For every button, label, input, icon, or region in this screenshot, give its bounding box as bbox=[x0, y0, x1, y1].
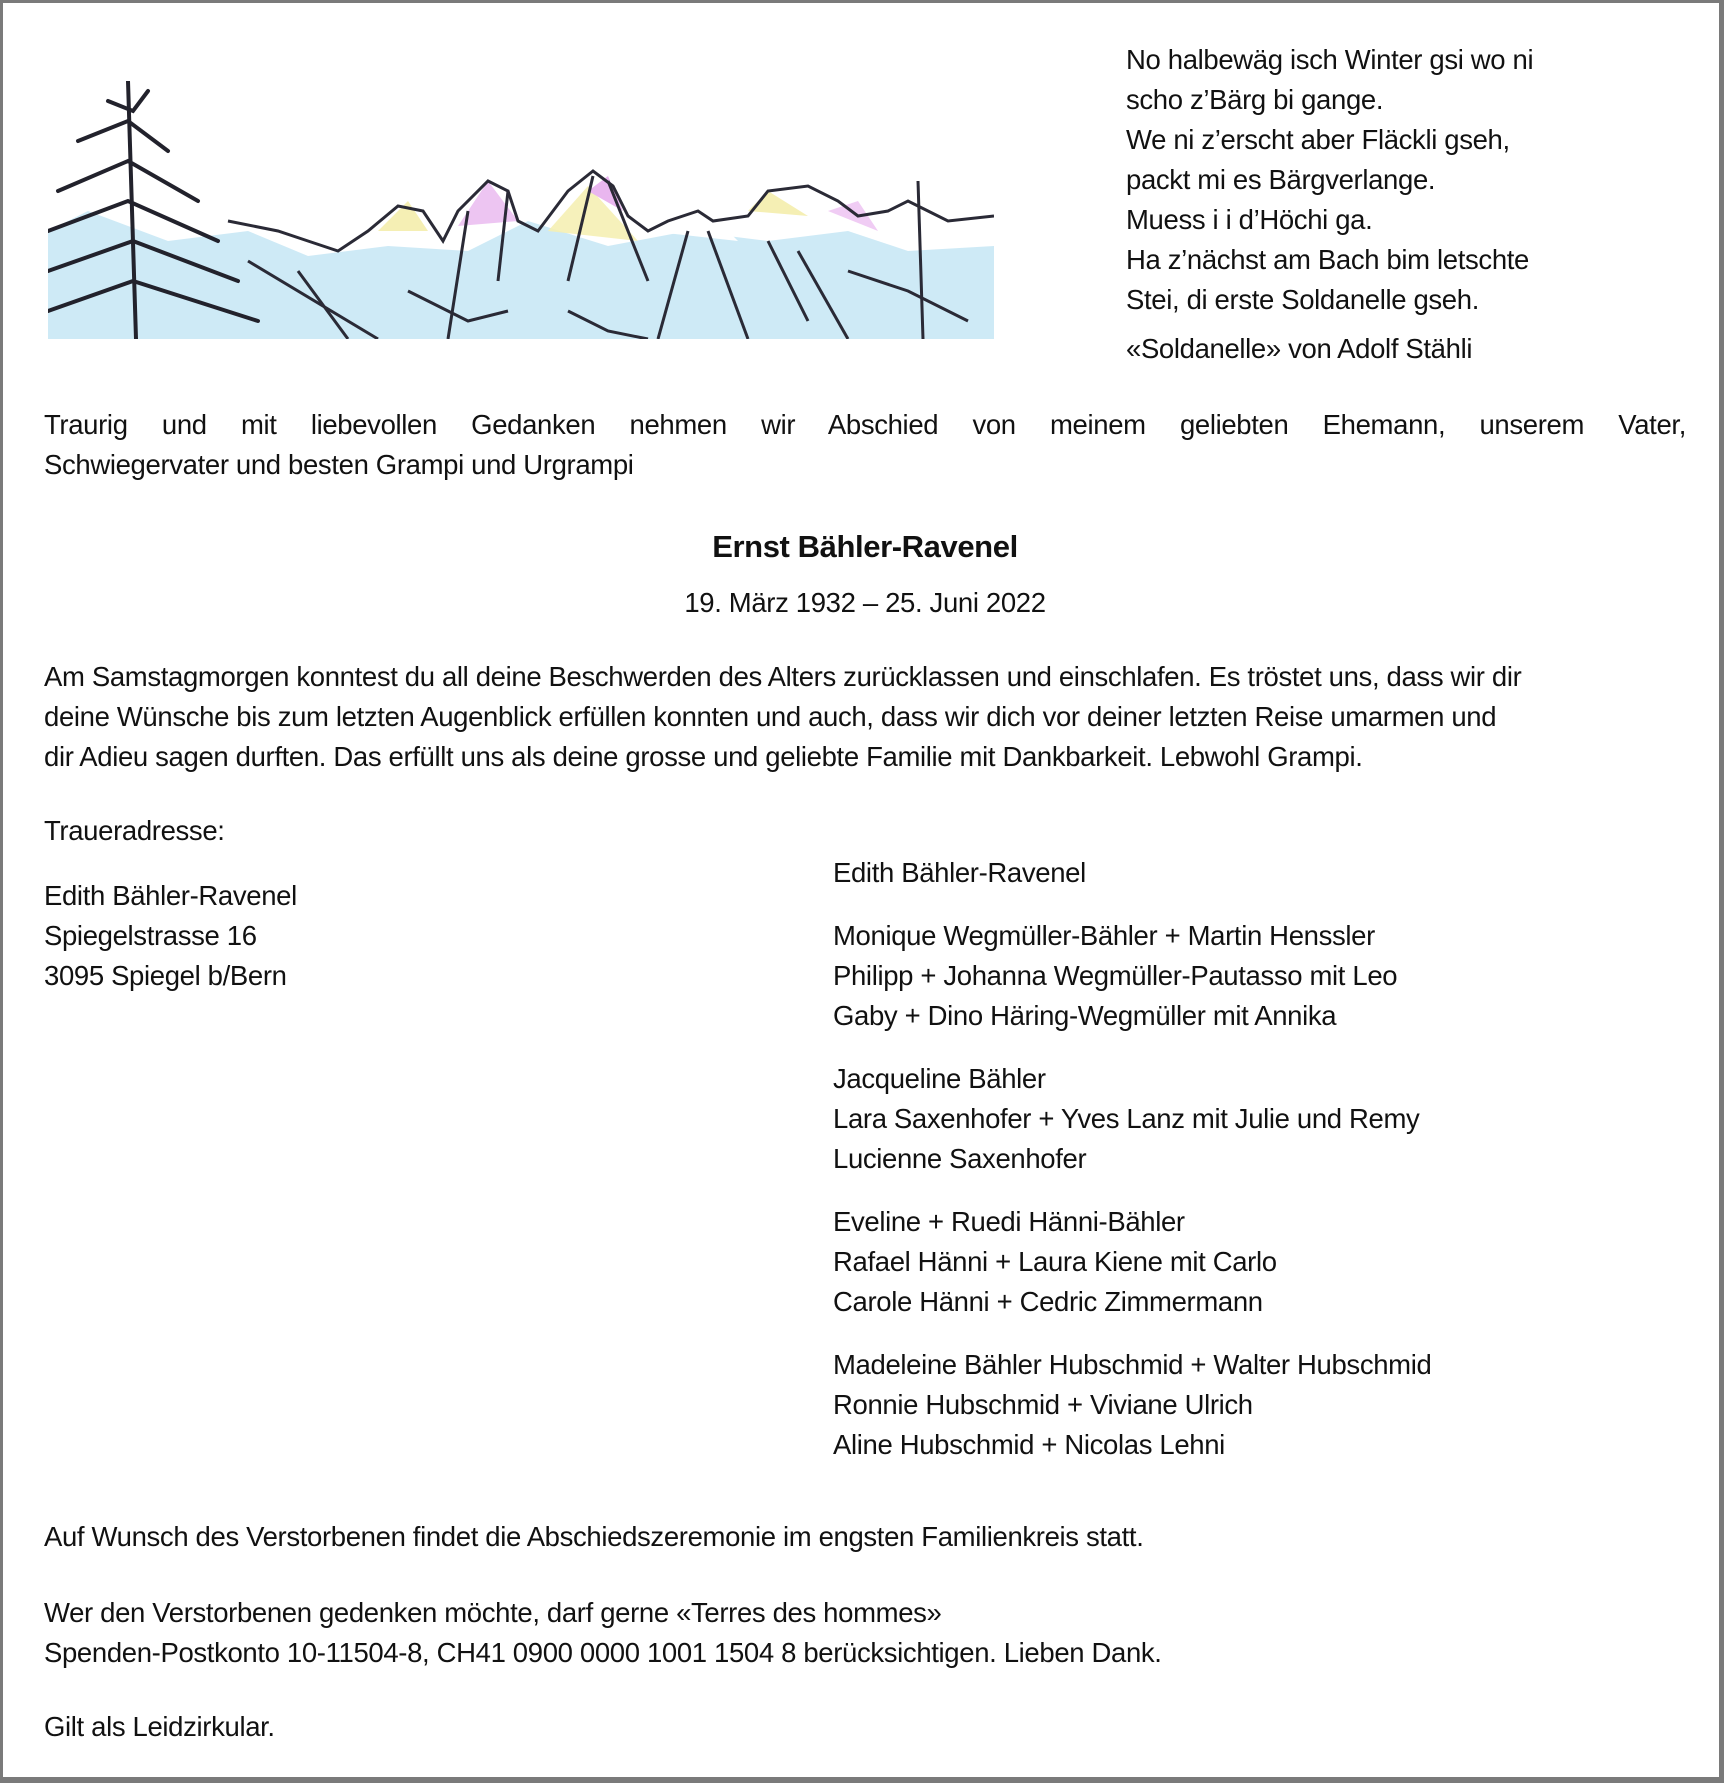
intro-line: Schwiegervater und besten Grampi und Urgrampi bbox=[44, 449, 634, 480]
donation-line: Wer den Verstorbenen gedenken möchte, darf gerne «Terres des hommes» bbox=[44, 1597, 942, 1628]
farewell-line: dir Adieu sagen durften. Das erfüllt uns als deine grosse und geliebte Familie mit Dankbarkeit. Lebwohl Grampi. bbox=[44, 741, 1363, 772]
poem-line: Ha z’nächst am Bach bim letschte bbox=[1126, 244, 1530, 275]
family-member: Madeleine Bähler Hubschmid + Walter Hubschmid bbox=[833, 1349, 1432, 1380]
family-member: Lucienne Saxenhofer bbox=[833, 1143, 1087, 1174]
donation-note bbox=[44, 1593, 1162, 1673]
poem-line: No halbewäg isch Winter gsi wo ni bbox=[1126, 44, 1534, 75]
poem-line: Stei, di erste Soldanelle gseh. bbox=[1126, 284, 1479, 315]
family-member: Gaby + Dino Häring-Wegmüller mit Annika bbox=[833, 1000, 1337, 1031]
address-line: Spiegelstrasse 16 bbox=[44, 920, 257, 951]
family-member: Rafael Hänni + Laura Kiene mit Carlo bbox=[833, 1246, 1277, 1277]
address-line: Edith Bähler-Ravenel bbox=[44, 880, 297, 911]
life-dates: 19. März 1932 – 25. Juni 2022 bbox=[684, 587, 1046, 618]
family-group bbox=[833, 1345, 1431, 1465]
mountain-landscape-icon bbox=[48, 81, 994, 339]
mourning-address-label: Traueradresse: bbox=[44, 815, 225, 846]
family-member: Monique Wegmüller-Bähler + Martin Henssler bbox=[833, 920, 1375, 951]
intro-line: Traurig und mit liebevollen Gedanken nehmen wir Abschied von meinem geliebten Ehemann, unserem Vater, bbox=[44, 409, 1686, 440]
farewell-line: Am Samstagmorgen konntest du all deine Beschwerden des Alters zurücklassen und einschlafen. Es tröstet uns, dass wir dir bbox=[44, 661, 1522, 692]
family-group bbox=[833, 1202, 1431, 1322]
family-group bbox=[833, 916, 1431, 1036]
family-member: Jacqueline Bähler bbox=[833, 1063, 1046, 1094]
circular-note: Gilt als Leidzirkular. bbox=[44, 1711, 275, 1742]
poem-line: We ni z’erscht aber Fläckli gseh, bbox=[1126, 124, 1510, 155]
mourning-address bbox=[44, 876, 297, 996]
farewell-line: deine Wünsche bis zum letzten Augenblick erfüllen konnten und auch, dass wir dich vor deiner letzten Reise umarmen und bbox=[44, 701, 1497, 732]
family-member: Eveline + Ruedi Hänni-Bähler bbox=[833, 1206, 1185, 1237]
family-member: Lara Saxenhofer + Yves Lanz mit Julie und Remy bbox=[833, 1103, 1420, 1134]
family-member: Aline Hubschmid + Nicolas Lehni bbox=[833, 1429, 1225, 1460]
family-group bbox=[833, 853, 1431, 893]
ceremony-note: Auf Wunsch des Verstorbenen findet die Abschiedszeremonie im engsten Familienkreis statt. bbox=[44, 1521, 1144, 1552]
family-member: Carole Hänni + Cedric Zimmermann bbox=[833, 1286, 1263, 1317]
poem-attribution: «Soldanelle» von Adolf Stähli bbox=[1126, 333, 1473, 364]
family-member: Philipp + Johanna Wegmüller-Pautasso mit Leo bbox=[833, 960, 1398, 991]
intro-paragraph bbox=[44, 405, 1686, 485]
family-member: Edith Bähler-Ravenel bbox=[833, 857, 1086, 888]
family-member: Ronnie Hubschmid + Viviane Ulrich bbox=[833, 1389, 1253, 1420]
donation-line: Spenden-Postkonto 10-11504-8, CH41 0900 0000 1001 1504 8 berücksichtigen. Lieben Dank. bbox=[44, 1637, 1162, 1668]
family-list bbox=[833, 853, 1431, 1488]
poem-line: packt mi es Bärgverlange. bbox=[1126, 164, 1436, 195]
family-group bbox=[833, 1059, 1431, 1179]
address-line: 3095 Spiegel b/Bern bbox=[44, 960, 287, 991]
poem bbox=[1126, 40, 1533, 320]
poem-line: Muess i i d’Höchi ga. bbox=[1126, 204, 1373, 235]
poem-line: scho z’Bärg bi gange. bbox=[1126, 84, 1384, 115]
farewell-paragraph bbox=[44, 657, 1521, 777]
deceased-name: Ernst Bähler-Ravenel bbox=[712, 529, 1018, 564]
